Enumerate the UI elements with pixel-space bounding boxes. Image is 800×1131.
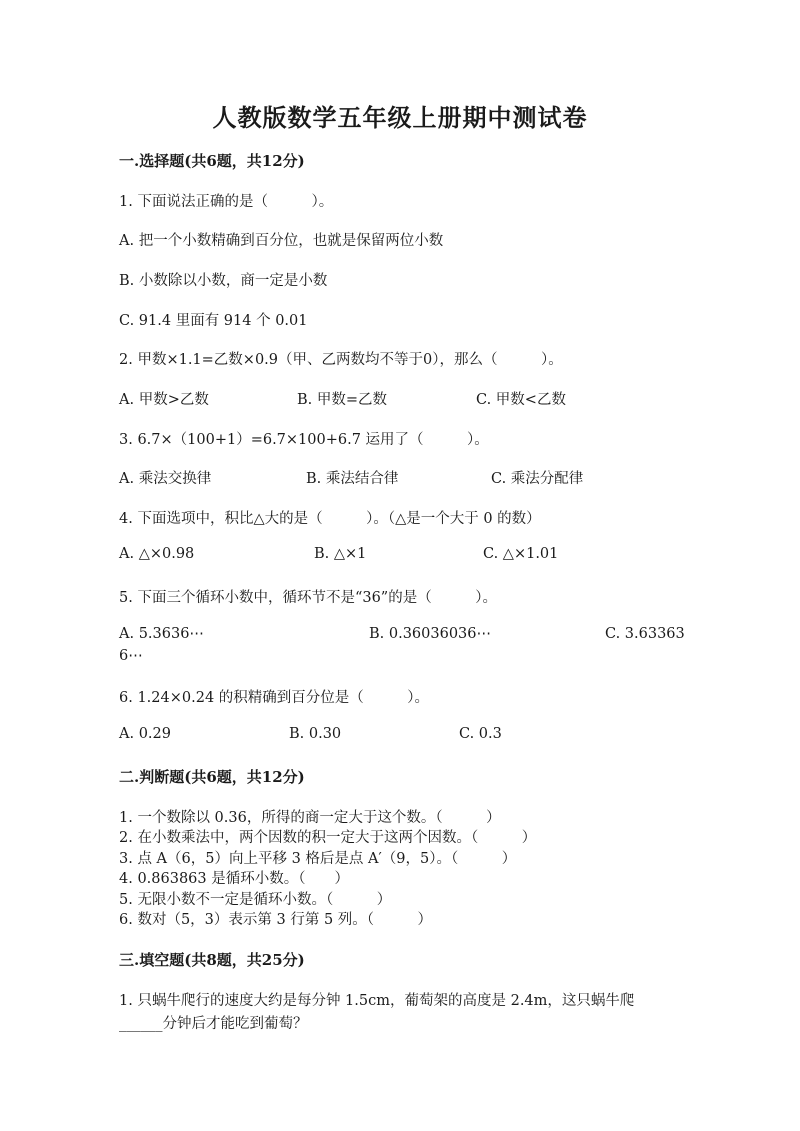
question-3-option-a: A. 乘法交换律 (119, 471, 212, 487)
question-4-option-a: A. △×0.98 (119, 546, 195, 562)
judgment-item: 6. 数对（5，3）表示第 3 行第 5 列。（ ） (119, 912, 433, 928)
question-3-stem: 3. 6.7×（100+1）=6.7×100+6.7 运用了（ ）。 (119, 432, 489, 448)
question-5-option-c: C. 3.63363 (605, 626, 685, 642)
question-2-option-b: B. 甲数=乙数 (297, 392, 388, 408)
question-2-stem: 2. 甲数×1.1=乙数×0.9（甲、乙两数均不等于0），那么（ ）。 (119, 352, 563, 368)
question-6-option-b: B. 0.30 (289, 726, 342, 742)
judgment-item: 1. 一个数除以 0.36，所得的商一定大于这个数。（ ） (119, 810, 501, 826)
question-4-option-b: B. △×1 (314, 546, 367, 562)
fill-blank-question-1-line-2: ______分钟后才能吃到葡萄？ (119, 1016, 308, 1032)
question-5-option-c-continued: 6⋯ (119, 648, 143, 664)
judgment-item: 4. 0.863863 是循环小数。（ ） (119, 871, 349, 887)
section-heading-choice: 一.选择题(共6题，共12分) (119, 152, 305, 170)
question-5-stem: 5. 下面三个循环小数中，循环节不是“36”的是（ ）。 (119, 590, 497, 606)
question-6-option-c: C. 0.3 (459, 726, 502, 742)
fill-blank-question-1-line-1: 1. 只蜗牛爬行的速度大约是每分钟 1.5cm，葡萄架的高度是 2.4m，这只蜗牛爬 (119, 993, 635, 1009)
judgment-item: 2. 在小数乘法中，两个因数的积一定大于这两个因数。（ ） (119, 830, 537, 846)
question-6-option-a: A. 0.29 (119, 726, 171, 742)
judgment-item: 5. 无限小数不一定是循环小数。（ ） (119, 892, 392, 908)
judgment-item: 3. 点 A（6，5）向上平移 3 格后是点 A′（9，5）。（ ） (119, 851, 517, 867)
question-5-option-a: A. 5.3636⋯ (119, 626, 204, 642)
question-1-option-c: C. 91.4 里面有 914 个 0.01 (119, 313, 308, 329)
section-heading-true-false: 二.判断题(共6题，共12分) (119, 768, 305, 786)
question-2-option-c: C. 甲数<乙数 (476, 392, 566, 408)
section-heading-fill-blank: 三.填空题(共8题，共25分) (119, 951, 305, 969)
question-1-option-b: B. 小数除以小数，商一定是小数 (119, 273, 328, 289)
question-3-option-c: C. 乘法分配律 (491, 471, 584, 487)
question-3-option-b: B. 乘法结合律 (306, 471, 399, 487)
question-4-stem: 4. 下面选项中，积比△大的是（ ）。（△是一个大于 0 的数） (119, 511, 541, 527)
question-2-option-a: A. 甲数>乙数 (119, 392, 209, 408)
question-5-option-b: B. 0.36036036⋯ (369, 626, 492, 642)
question-6-stem: 6. 1.24×0.24 的积精确到百分位是（ ）。 (119, 690, 430, 706)
question-1-stem: 1. 下面说法正确的是（ ）。 (119, 194, 334, 210)
question-1-option-a: A. 把一个小数精确到百分位，也就是保留两位小数 (119, 233, 444, 249)
question-4-option-c: C. △×1.01 (483, 546, 559, 562)
page-title: 人教版数学五年级上册期中测试卷 (212, 103, 588, 132)
